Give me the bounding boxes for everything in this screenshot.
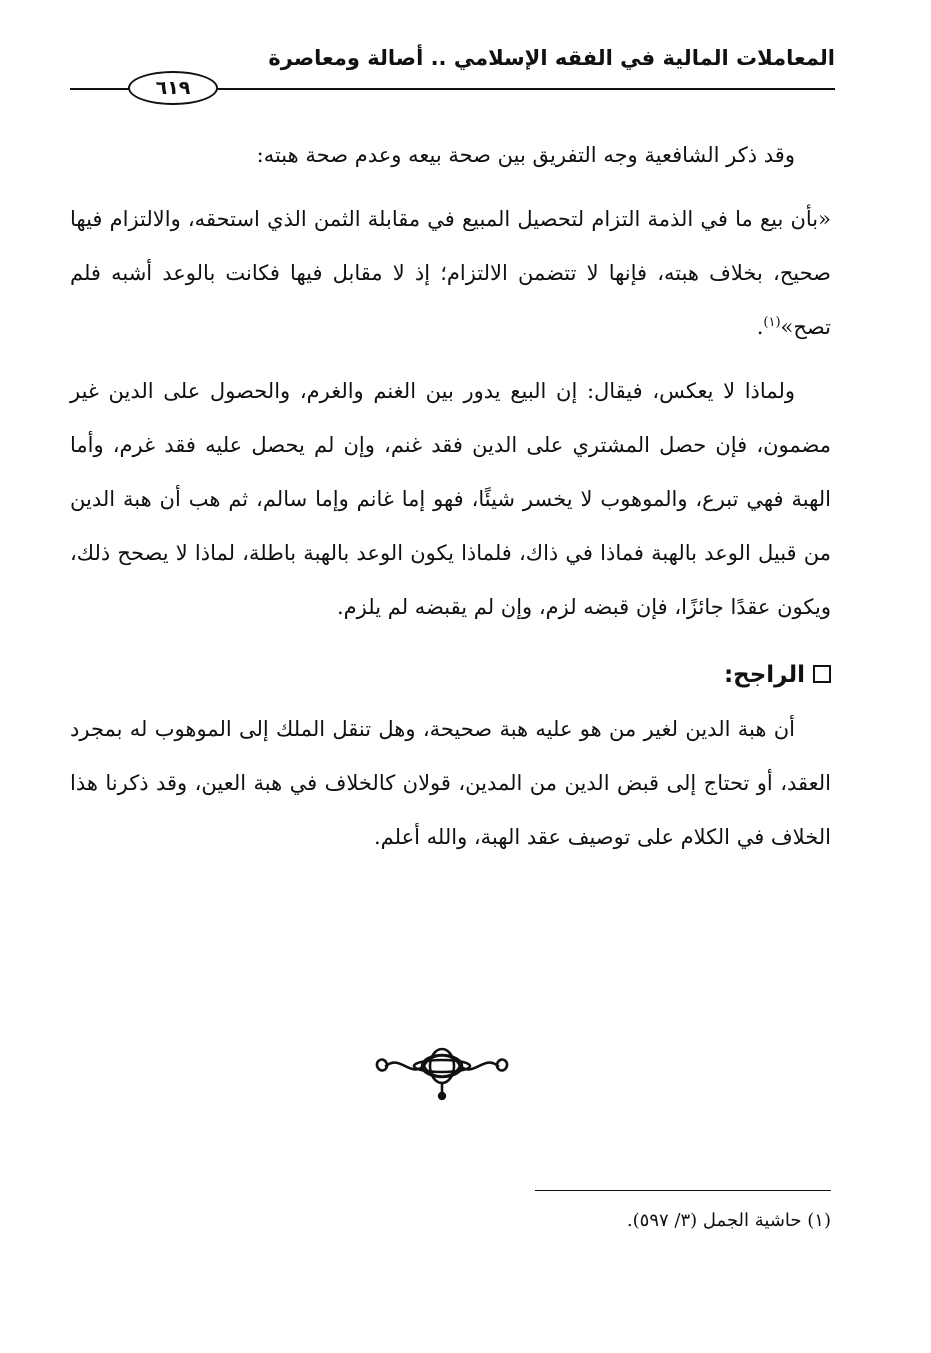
quote-end: .: [756, 315, 764, 339]
page-number: ٦١٩: [128, 71, 218, 105]
paragraph-intro: وقد ذكر الشافعية وجه التفريق بين صحة بيعه وعدم صحة هبته:: [256, 143, 795, 167]
paragraph-conclusion: أن هبة الدين لغير من هو عليه هبة صحيحة، وهل تنقل الملك إلى الموهوب له بمجرد العقد، أو تحتاج إلى قبض الدين من المدين، قولان كالخلاف في هبة العين، وقد ذكرنا هذا الخلاف في الكلام على توصيف عقد الهبة، والله أعلم.: [70, 717, 831, 849]
footnote: (١) حاشية الجمل (٣/ ٥٩٧).: [626, 1210, 831, 1231]
section-heading: [70, 648, 831, 702]
heading-text: الراجح:: [723, 662, 805, 688]
running-title: المعاملات المالية في الفقه الإسلامي .. أصالة ومعاصرة: [268, 46, 835, 70]
paragraph-quote: [70, 192, 831, 354]
ornament-divider-icon: [370, 1040, 514, 1104]
footnote-ref[interactable]: (١): [763, 315, 781, 330]
footnote-separator: [535, 1190, 831, 1191]
quote-text: «بأن بيع ما في الذمة التزام لتحصيل المبيع في مقابلة الثمن الذي استحقه، والالتزام فيها صحيح، بخلاف هبته، فإنها لا تتضمن الالتزام؛ إذ لا مقابل فيها فكانت بالوعد أشبه فلم تصح»: [70, 207, 831, 339]
square-bullet-icon: [813, 665, 831, 683]
page-header: [70, 38, 835, 102]
paragraph-argument: ولماذا لا يعكس، فيقال: إن البيع يدور بين الغنم والغرم، والحصول على الدين غير مضمون، فإن حصل المشتري على الدين فقد غنم، وإن لم يحصل عليه فقد غرم، وأما الهبة فهي تبرع، والموهوب لا يخسر شيئًا، فهو إما غانم وإما سالم، ثم هب أن هبة الدين من قبيل الوعد بالهبة فماذا في ذاك، فلماذا يكون الوعد بالهبة باطلة، لماذا لا يصحح ذلك، ويكون عقدًا جائزًا، فإن قبضه لزم، وإن لم يقبضه لم يلزم.: [70, 379, 831, 619]
main-text: [70, 128, 831, 864]
